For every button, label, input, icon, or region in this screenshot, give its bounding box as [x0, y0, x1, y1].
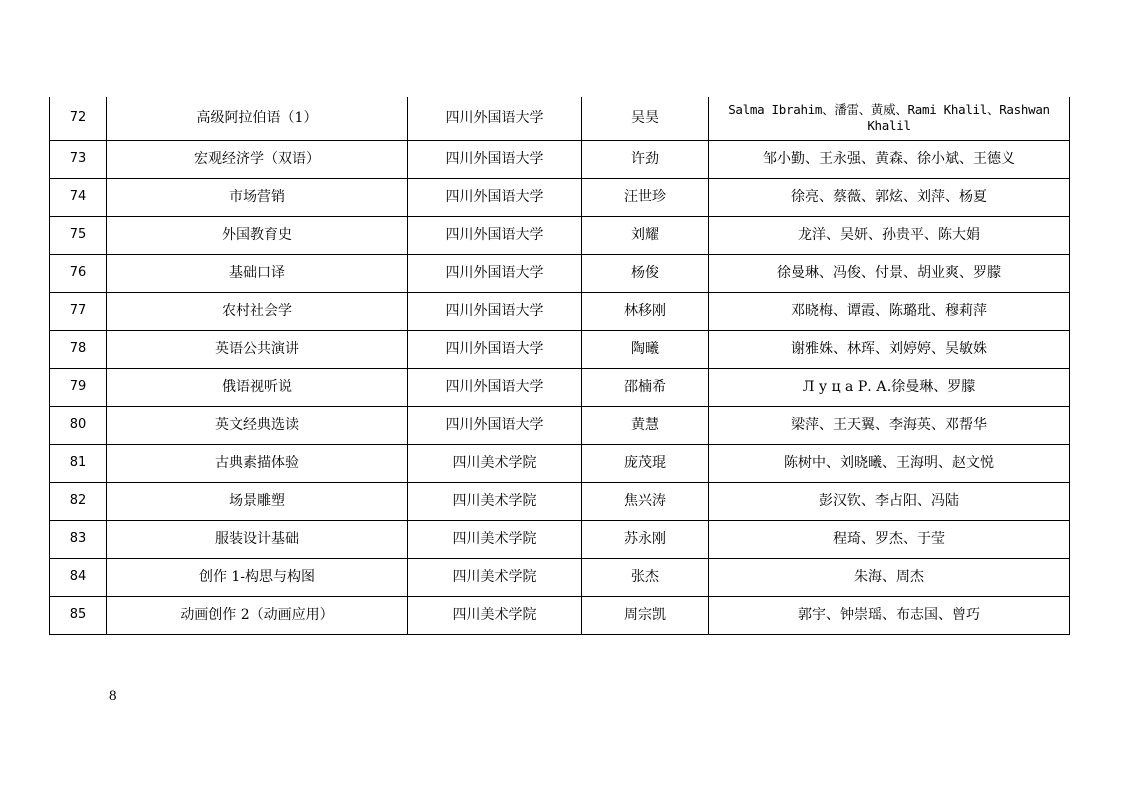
course-name-cell: 市场营销 — [107, 178, 408, 216]
row-number-cell: 75 — [50, 216, 107, 254]
row-number-cell: 84 — [50, 558, 107, 596]
school-cell: 四川外国语大学 — [408, 97, 582, 140]
leader-cell: 苏永刚 — [582, 520, 709, 558]
row-number-cell: 79 — [50, 368, 107, 406]
course-name-cell: 高级阿拉伯语（1） — [107, 97, 408, 140]
school-cell: 四川外国语大学 — [408, 254, 582, 292]
course-table — [49, 97, 1070, 635]
course-name-cell: 外国教育史 — [107, 216, 408, 254]
leader-cell: 汪世珍 — [582, 178, 709, 216]
school-cell: 四川外国语大学 — [408, 368, 582, 406]
table-row — [50, 406, 1070, 444]
row-number-cell: 83 — [50, 520, 107, 558]
school-cell: 四川美术学院 — [408, 444, 582, 482]
members-cell: 梁萍、王天翼、李海英、邓帮华 — [709, 406, 1070, 444]
leader-cell: 刘耀 — [582, 216, 709, 254]
school-cell: 四川外国语大学 — [408, 292, 582, 330]
leader-cell: 邵楠希 — [582, 368, 709, 406]
course-name-cell: 创作 1-构思与构图 — [107, 558, 408, 596]
table-row — [50, 216, 1070, 254]
row-number-cell: 80 — [50, 406, 107, 444]
members-cell: Salma Ibrahim、潘雷、黄威、Rami Khalil、Rashwan Khalil — [709, 97, 1070, 140]
leader-cell: 吴昊 — [582, 97, 709, 140]
course-name-cell: 英语公共演讲 — [107, 330, 408, 368]
course-name-cell: 动画创作 2（动画应用） — [107, 596, 408, 634]
table-row — [50, 368, 1070, 406]
school-cell: 四川外国语大学 — [408, 140, 582, 178]
table-row — [50, 558, 1070, 596]
table-row — [50, 292, 1070, 330]
page-number: 8 — [109, 688, 117, 704]
leader-cell: 焦兴涛 — [582, 482, 709, 520]
members-cell: 邓晓梅、谭霞、陈璐玭、穆莉萍 — [709, 292, 1070, 330]
table-row — [50, 254, 1070, 292]
table-row — [50, 520, 1070, 558]
leader-cell: 林移刚 — [582, 292, 709, 330]
leader-cell: 周宗凯 — [582, 596, 709, 634]
course-name-cell: 古典素描体验 — [107, 444, 408, 482]
leader-cell: 黄慧 — [582, 406, 709, 444]
table-row — [50, 330, 1070, 368]
school-cell: 四川外国语大学 — [408, 178, 582, 216]
course-name-cell: 服装设计基础 — [107, 520, 408, 558]
table-row — [50, 596, 1070, 634]
table-row — [50, 140, 1070, 178]
members-cell: 朱海、周杰 — [709, 558, 1070, 596]
members-cell: 徐曼琳、冯俊、付景、胡业爽、罗朦 — [709, 254, 1070, 292]
course-name-cell: 农村社会学 — [107, 292, 408, 330]
row-number-cell: 72 — [50, 97, 107, 140]
row-number-cell: 74 — [50, 178, 107, 216]
course-name-cell: 英文经典选读 — [107, 406, 408, 444]
members-cell: 郭宇、钟崇瑶、布志国、曾巧 — [709, 596, 1070, 634]
table-row — [50, 444, 1070, 482]
school-cell: 四川外国语大学 — [408, 216, 582, 254]
row-number-cell: 78 — [50, 330, 107, 368]
school-cell: 四川美术学院 — [408, 558, 582, 596]
table-row — [50, 482, 1070, 520]
row-number-cell: 76 — [50, 254, 107, 292]
school-cell: 四川美术学院 — [408, 482, 582, 520]
members-cell: 龙洋、吴妍、孙贵平、陈大娟 — [709, 216, 1070, 254]
members-cell: 邹小勤、王永强、黄森、徐小斌、王德义 — [709, 140, 1070, 178]
members-cell: 陈树中、刘晓曦、王海明、赵文悦 — [709, 444, 1070, 482]
row-number-cell: 73 — [50, 140, 107, 178]
school-cell: 四川外国语大学 — [408, 406, 582, 444]
table-body — [50, 97, 1070, 634]
leader-cell: 许劲 — [582, 140, 709, 178]
course-name-cell: 场景雕塑 — [107, 482, 408, 520]
leader-cell: 陶曦 — [582, 330, 709, 368]
school-cell: 四川美术学院 — [408, 596, 582, 634]
course-name-cell: 基础口译 — [107, 254, 408, 292]
members-cell: Л у ц а Р. А.徐曼琳、罗朦 — [709, 368, 1070, 406]
row-number-cell: 81 — [50, 444, 107, 482]
leader-cell: 庞茂琨 — [582, 444, 709, 482]
school-cell: 四川外国语大学 — [408, 330, 582, 368]
members-cell: 徐亮、蔡薇、郭炫、刘萍、杨夏 — [709, 178, 1070, 216]
members-cell: 程琦、罗杰、于莹 — [709, 520, 1070, 558]
row-number-cell: 82 — [50, 482, 107, 520]
course-name-cell: 俄语视听说 — [107, 368, 408, 406]
members-cell: 彭汉钦、李占阳、冯陆 — [709, 482, 1070, 520]
course-name-cell: 宏观经济学（双语） — [107, 140, 408, 178]
row-number-cell: 77 — [50, 292, 107, 330]
members-cell: 谢雅姝、林珲、刘婷婷、吴敏姝 — [709, 330, 1070, 368]
leader-cell: 张杰 — [582, 558, 709, 596]
row-number-cell: 85 — [50, 596, 107, 634]
table-row — [50, 97, 1070, 140]
leader-cell: 杨俊 — [582, 254, 709, 292]
table-row — [50, 178, 1070, 216]
school-cell: 四川美术学院 — [408, 520, 582, 558]
